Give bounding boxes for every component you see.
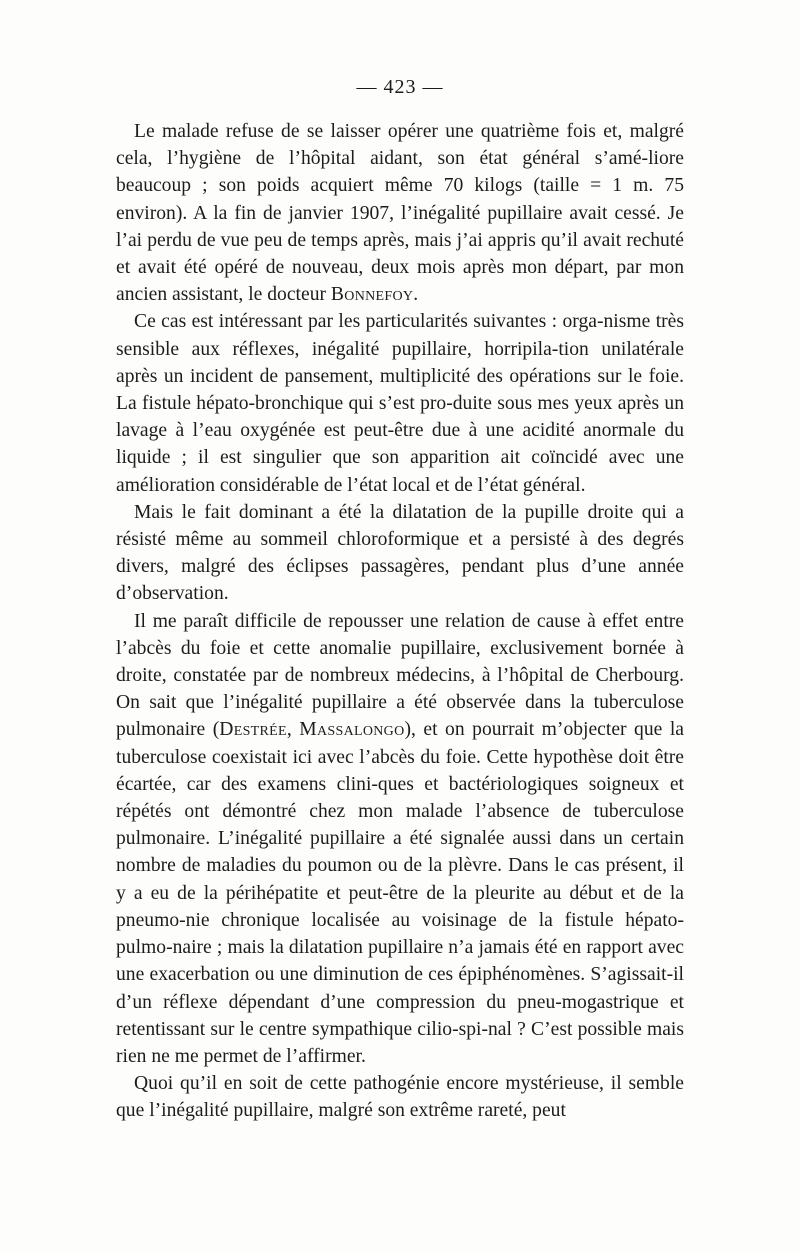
- paragraph-2-text: Ce cas est intéressant par les particularités suivantes : orga-nisme très sensible aux réflexes, inégalité pupillaire, horripila-tion unilatérale après un incident de pansement, multiplicité des opérations sur le foie. La fistule hépato-bronchique qui s’est pro-duite sous mes yeux après un lavage à l’eau oxygénée est peut-être due à une acidité anormale du liquide ; il est singulier que son apparition ait coïncidé avec une amélioration considérable de l’état local et de l’état général.: [116, 311, 684, 496]
- author-name-destree: Destrée: [219, 719, 287, 741]
- paragraph-1-end: .: [413, 284, 419, 306]
- page-number: — 423 —: [356, 76, 444, 98]
- paragraph-1: [116, 118, 684, 308]
- paragraph-4-text-b: ), et on pourrait m’objecter que la tuberculose coexistait ici avec l’abcès du foie. Cette hypothèse doit être écartée, car des examens clini-ques et bactériologiques soigneux et répétés ont démontré chez mon malade l’absence de tuberculose pulmonaire. L’inégalité pupillaire a été signalée aussi dans un certain nombre de maladies du poumon ou de la plèvre. Dans le cas présent, il y a eu de la périhépatite et peut-être de la pleurite au début et de la pneumo-nie chronique localisée au voisinage de la fistule hépato-pulmo-naire ; mais la dilatation pupillaire n’a jamais été en rapport avec une exacerbation ou une diminution de ces épiphénomènes. S’agissait-il d’un réflexe dépendant d’une compression du pneu-mogastrique et retentissant sur le centre sympathique cilio-spi-nal ? C’est possible mais rien ne me permet de l’affirmer.: [116, 719, 684, 1067]
- paragraph-3: [116, 499, 684, 608]
- paragraph-2: [116, 308, 684, 498]
- author-name-massalongo: Massalongo: [299, 719, 405, 741]
- author-name-bonnefoy: Bonnefoy: [330, 284, 414, 306]
- paragraph-3-text: Mais le fait dominant a été la dilatation de la pupille droite qui a résisté même au sommeil chloroformique et a persisté à des degrés divers, malgré des éclipses passagères, pendant plus d’une année d’observation.: [116, 501, 684, 605]
- paragraph-5: [116, 1070, 684, 1124]
- paragraph-4-text-a: Il me paraît difficile de repousser une relation de cause à effet entre l’abcès du foie et cette anomalie pupillaire, exclusivement bornée à droite, constatée par de nombreux médecins, à l’hôpital de Cherbourg. On sait que l’inégalité pupillaire a été observée dans la tuberculose pulmonaire (: [116, 610, 684, 741]
- paragraph-1-text: Le malade refuse de se laisser opérer une quatrième fois et, malgré cela, l’hygiène de l’hôpital aidant, son état général s’amé-liore beaucoup ; son poids acquiert même 70 kilogs (taille = 1 m. 75 environ). A la fin de janvier 1907, l’inégalité pupillaire avait cessé. Je l’ai perdu de vue peu de temps après, mais j’ai appris qu’il avait rechuté et avait été opéré de nouveau, deux mois après mon départ, par mon ancien assistant, le docteur: [116, 121, 684, 306]
- paragraph-4: [116, 608, 684, 1070]
- paragraph-5-text: Quoi qu’il en soit de cette pathogénie encore mystérieuse, il semble que l’inégalité pupillaire, malgré son extrême rareté, peut: [116, 1073, 684, 1122]
- paragraph-4-separator: ,: [286, 719, 300, 741]
- body-text: [116, 118, 684, 1125]
